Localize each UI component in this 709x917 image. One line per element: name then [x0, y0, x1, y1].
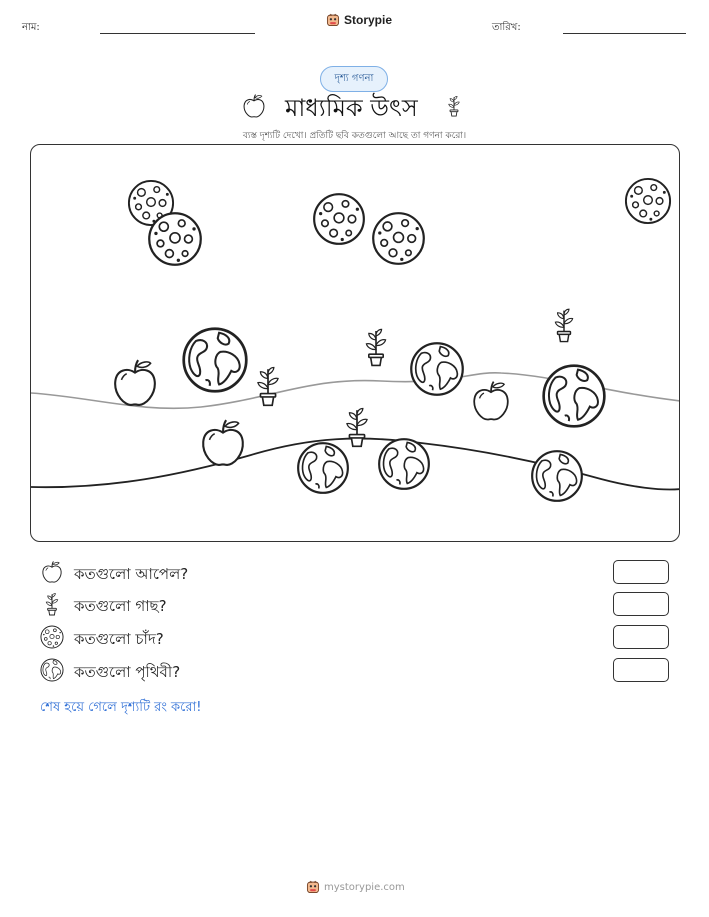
instruction-text: ব্যস্ত দৃশ্যটি দেখো। প্রতিটি ছবি কতগুলো আছে তা গণনা করো।	[242, 131, 467, 141]
apple-icon	[469, 377, 513, 425]
apple-icon	[40, 560, 64, 584]
title-row	[0, 88, 709, 124]
question-row-apple	[40, 560, 670, 586]
question-text: কতগুলো আপেল?	[74, 565, 189, 583]
question-text: কতগুলো গাছ?	[74, 597, 167, 615]
coloring-instruction: শেষ হয়ে গেলে দৃশ্যটি রং করো!	[40, 700, 202, 715]
category-badge: দৃশ্য গণনা	[320, 66, 388, 92]
earth-icon	[530, 449, 584, 503]
moon-icon	[40, 625, 64, 649]
plant-icon	[356, 315, 396, 379]
name-write-line[interactable]	[100, 33, 255, 34]
earth-icon	[40, 658, 64, 682]
question-row-earth	[40, 658, 670, 684]
storypie-logo-icon	[326, 13, 340, 27]
earth-icon	[181, 326, 249, 394]
name-label: নাম:	[22, 22, 40, 33]
brand-name: Storypie	[344, 13, 393, 27]
answer-box-earth[interactable]	[613, 658, 669, 682]
date-write-line[interactable]	[563, 33, 686, 34]
earth-icon	[409, 341, 465, 397]
plant-icon	[40, 592, 64, 616]
answer-box-moon[interactable]	[613, 625, 669, 649]
plant-icon	[546, 295, 582, 355]
storypie-logo-icon	[306, 880, 320, 894]
apple-icon	[109, 355, 161, 411]
answer-box-apple[interactable]	[613, 560, 669, 584]
earth-icon	[377, 437, 431, 491]
question-text: কতগুলো চাঁদ?	[74, 630, 164, 648]
moon-icon	[371, 211, 426, 266]
moon-icon	[311, 192, 367, 246]
apple-icon	[241, 92, 267, 120]
apple-icon	[197, 415, 249, 471]
answer-box-plant[interactable]	[613, 592, 669, 616]
date-label: তারিখ:	[492, 22, 521, 33]
brand	[326, 13, 392, 27]
page-title: মাধ্যমিক উৎস	[285, 94, 418, 122]
counting-scene	[30, 144, 680, 542]
site-footer	[306, 880, 405, 894]
site-url[interactable]: mystorypie.com	[324, 881, 405, 893]
plant-icon	[443, 90, 465, 122]
question-row-moon	[40, 625, 670, 651]
plant-icon	[336, 391, 378, 463]
plant-icon	[247, 349, 289, 423]
earth-icon	[541, 363, 607, 429]
question-row-plant	[40, 592, 670, 618]
moon-icon	[146, 211, 204, 267]
moon-icon	[624, 177, 672, 225]
question-text: কতগুলো পৃথিবী?	[74, 663, 181, 681]
